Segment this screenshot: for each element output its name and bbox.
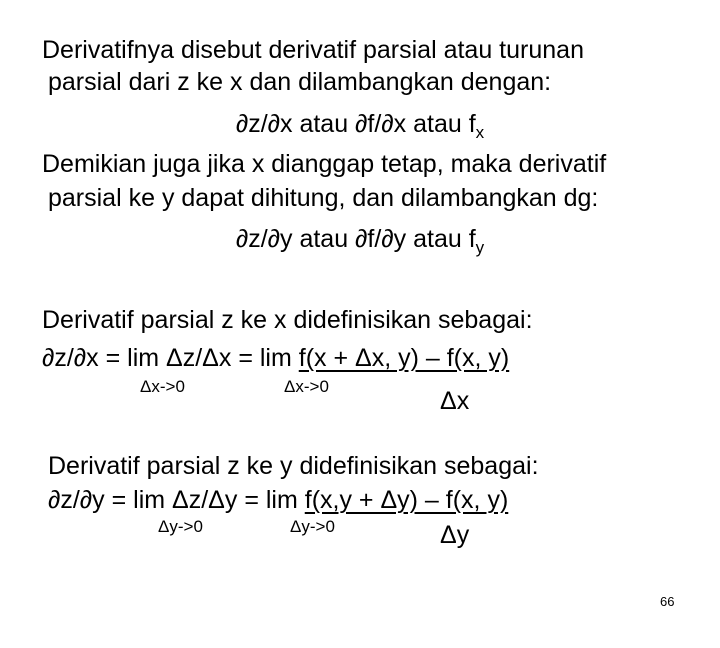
- formula-y-text: ∂z/∂y atau ∂f/∂y atau f: [235, 225, 476, 253]
- def-y-formula: [48, 485, 508, 515]
- intro-line-1: Derivatifnya disebut derivatif parsial atau turunan: [42, 36, 584, 64]
- def-x-formula: [42, 343, 509, 373]
- def-y-lhs: ∂z/∂y = lim Δz/Δy = lim: [48, 486, 305, 514]
- second-line-1: Demikian juga jika x dianggap tetap, maka derivatif: [42, 150, 607, 178]
- page-number: 66: [660, 594, 675, 609]
- def-x-denominator: Δx: [440, 387, 470, 415]
- intro-line-2: parsial dari z ke x dan dilambangkan dengan:: [48, 68, 552, 96]
- def-y-denominator: Δy: [440, 521, 470, 549]
- def-y-numerator: f(x,y + Δy) – f(x, y): [304, 486, 509, 514]
- formula-x-subscript: x: [475, 123, 485, 142]
- def-x-limit-1: Δx->0: [140, 377, 185, 396]
- def-x-limit-2: Δx->0: [284, 377, 329, 396]
- def-x-lhs: ∂z/∂x = lim Δz/Δx = lim: [42, 344, 299, 372]
- formula-y-notation: [0, 224, 720, 257]
- def-y-limit-1: Δy->0: [158, 517, 203, 536]
- formula-x-notation: [0, 109, 720, 142]
- formula-y-subscript: y: [475, 238, 485, 257]
- def-x-heading: Derivatif parsial z ke x didefinisikan sebagai:: [42, 306, 533, 334]
- def-x-numerator: f(x + Δx, y) – f(x, y): [298, 344, 510, 372]
- def-y-limit-2: Δy->0: [290, 517, 335, 536]
- second-line-2: parsial ke y dapat dihitung, dan dilambangkan dg:: [48, 184, 599, 212]
- formula-x-text: ∂z/∂x atau ∂f/∂x atau f: [235, 110, 476, 138]
- def-y-heading: Derivatif parsial z ke y didefinisikan sebagai:: [48, 452, 539, 480]
